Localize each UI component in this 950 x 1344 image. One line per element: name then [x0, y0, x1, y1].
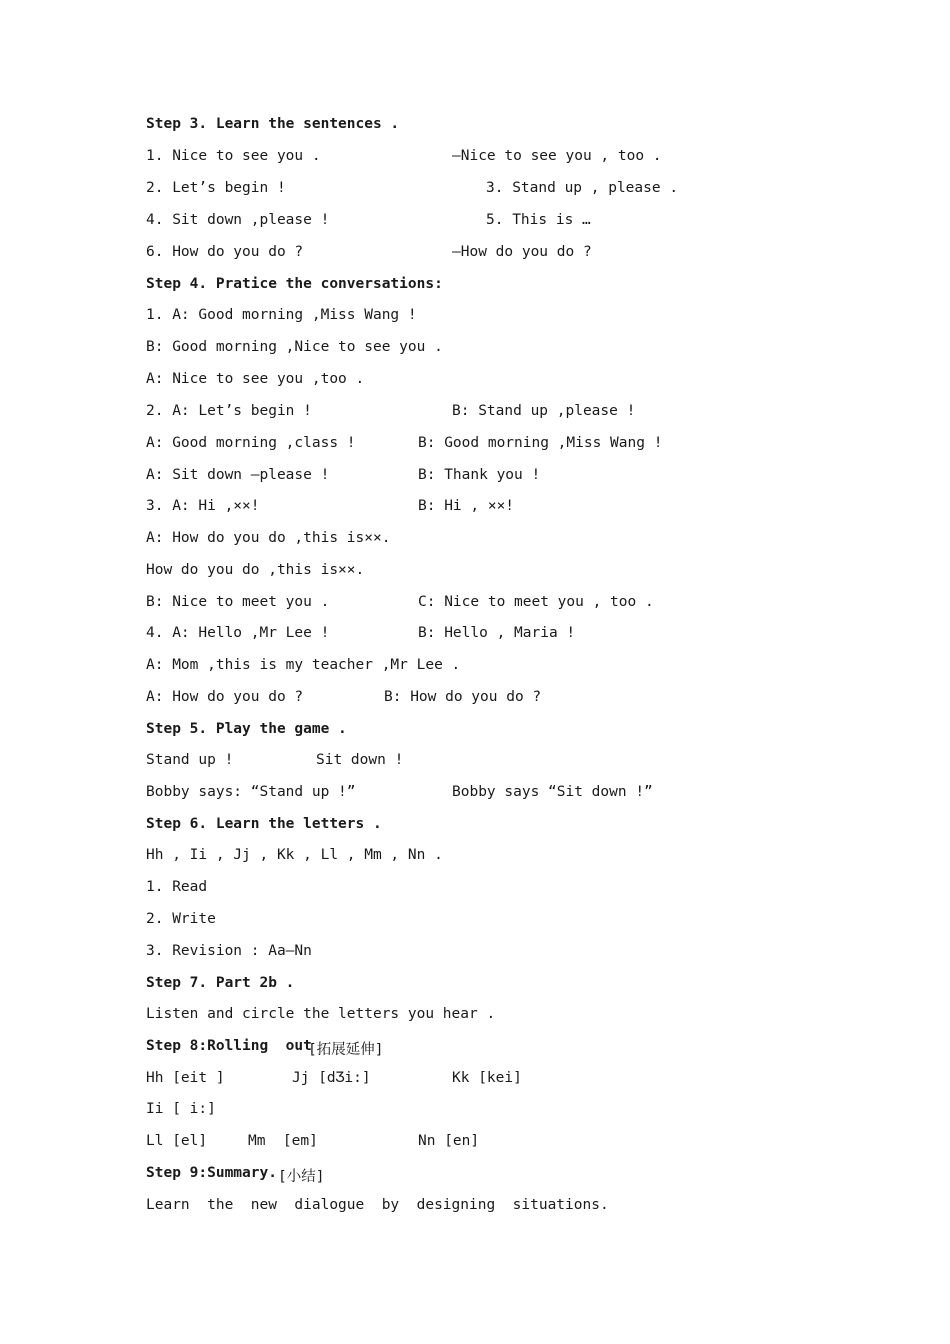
dialogue-line: B: Stand up ,please !: [452, 403, 636, 419]
step5-line-2: [146, 784, 653, 804]
dialogue-line: 1. A: Good morning ,Miss Wang !: [146, 307, 417, 323]
step3-row-2: [146, 180, 679, 200]
dialogue-line: A: Sit down —please !: [146, 467, 330, 483]
instruction: Listen and circle the letters you hear .: [146, 1006, 496, 1022]
step9-heading-text: Step 9:Summary.: [146, 1165, 277, 1181]
phonetic-item: Hh [eit ]: [146, 1070, 225, 1086]
task-item: 1. Read: [146, 879, 208, 895]
letters-list: Hh , Ii , Jj , Kk , Ll , Mm , Nn .: [146, 847, 443, 863]
sentence-6: 6. How do you do ?: [146, 244, 304, 260]
task-item: 3. Revision : Aa—Nn: [146, 943, 312, 959]
step6-heading-text: Step 6. Learn the letters .: [146, 816, 382, 832]
phonetic-item: Ii [ i:]: [146, 1101, 216, 1117]
dialogue-line: B: Nice to meet you .: [146, 594, 330, 610]
step5-line-1: [146, 752, 404, 772]
game-command: Stand up !: [146, 752, 234, 768]
step3-row-4: [146, 244, 592, 264]
step4-line-11: [146, 625, 576, 645]
step8-heading: [146, 1038, 384, 1058]
game-command: Bobby says: “Stand up !”: [146, 784, 356, 800]
dialogue-line: B: Good morning ,Nice to see you .: [146, 339, 443, 355]
sentence-1-reply: —Nice to see you , too .: [452, 148, 662, 164]
step9-heading: [146, 1165, 325, 1185]
step4-line-10: [146, 594, 654, 614]
step8-heading-cn: [拓展延伸]: [308, 1042, 384, 1058]
dialogue-line: A: Nice to see you ,too .: [146, 371, 365, 387]
step8-heading-text: Step 8:Rolling out: [146, 1038, 312, 1054]
step4-line-7: [146, 498, 515, 518]
dialogue-line: B: How do you do ?: [384, 689, 542, 705]
dialogue-line: B: Hello , Maria !: [418, 625, 576, 641]
dialogue-line: C: Nice to meet you , too .: [418, 594, 654, 610]
step8-line-1: [146, 1070, 522, 1090]
sentence-2: 2. Let’s begin !: [146, 180, 286, 196]
phonetic-item: Kk [kei]: [452, 1070, 522, 1086]
phonetic-item: Jj [dƷi:]: [292, 1070, 371, 1086]
dialogue-line: A: Good morning ,class !: [146, 435, 356, 451]
sentence-5: 5. This is …: [486, 212, 591, 228]
phonetic-item: Nn [en]: [418, 1133, 480, 1149]
step3-row-3: [146, 212, 591, 232]
task-item: 2. Write: [146, 911, 216, 927]
phonetic-item: Mm [em]: [248, 1133, 318, 1149]
sentence-4: 4. Sit down ,please !: [146, 212, 330, 228]
sentence-6-reply: —How do you do ?: [452, 244, 592, 260]
step4-heading-text: Step 4. Pratice the conversations:: [146, 276, 443, 292]
step4-line-4: [146, 403, 636, 423]
step4-line-13: [146, 689, 542, 709]
dialogue-line: A: How do you do ?: [146, 689, 304, 705]
summary-text: Learn the new dialogue by designing situations.: [146, 1197, 609, 1213]
dialogue-line: B: Thank you !: [418, 467, 541, 483]
step5-heading-text: Step 5. Play the game .: [146, 721, 347, 737]
dialogue-line: 4. A: Hello ,Mr Lee !: [146, 625, 330, 641]
game-command: Bobby says “Sit down !”: [452, 784, 653, 800]
dialogue-line: B: Good morning ,Miss Wang !: [418, 435, 663, 451]
step8-line-3: [146, 1133, 480, 1153]
dialogue-line: B: Hi , ××!: [418, 498, 515, 514]
step4-line-5: [146, 435, 663, 455]
sentence-1: 1. Nice to see you .: [146, 148, 321, 164]
dialogue-line: How do you do ,this is××.: [146, 562, 365, 578]
step9-heading-cn: [小结]: [278, 1169, 325, 1185]
step3-heading-text: Step 3. Learn the sentences .: [146, 116, 400, 132]
dialogue-line: A: Mom ,this is my teacher ,Mr Lee .: [146, 657, 461, 673]
phonetic-item: Ll [el]: [146, 1133, 208, 1149]
sentence-3: 3. Stand up , please .: [486, 180, 679, 196]
dialogue-line: 2. A: Let’s begin !: [146, 403, 312, 419]
dialogue-line: A: How do you do ,this is××.: [146, 530, 391, 546]
step7-heading-text: Step 7. Part 2b .: [146, 975, 295, 991]
step3-row-1: [146, 148, 662, 168]
game-command: Sit down !: [316, 752, 404, 768]
step4-line-6: [146, 467, 541, 487]
dialogue-line: 3. A: Hi ,××!: [146, 498, 260, 514]
